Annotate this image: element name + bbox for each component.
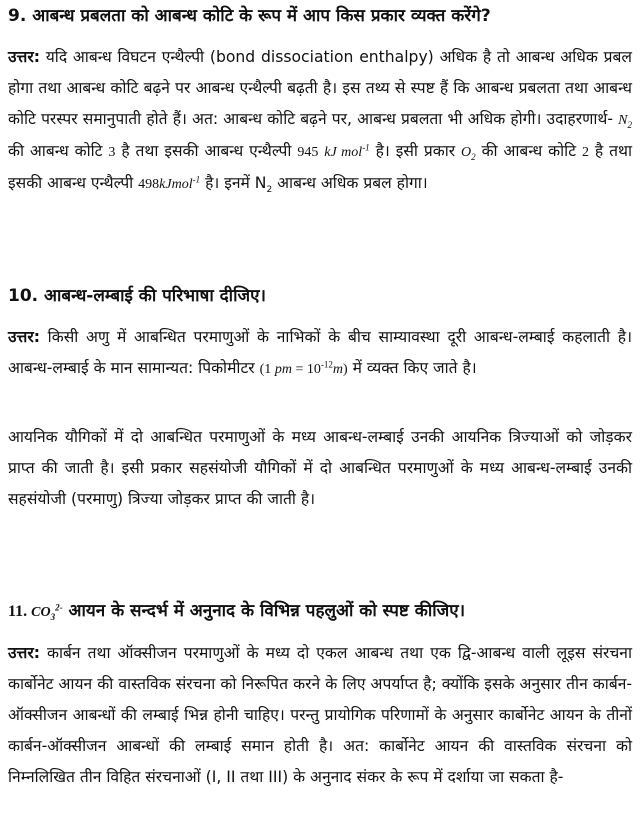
question-11-heading — [8, 598, 632, 626]
o2-symbol: O — [461, 145, 472, 160]
answer-10-label: उत्तर: — [8, 328, 40, 346]
answer-9-text-7: है। इनमें N — [200, 174, 267, 192]
answer-9-text-4: है। इसी प्रकार — [369, 142, 462, 160]
carbonate-symbol: CO — [31, 605, 51, 620]
o2-bond-order: 2 — [581, 145, 589, 160]
pm-formula-part-2: = 10 — [291, 362, 321, 377]
o2-enthalpy-unit — [159, 174, 201, 192]
o2-subscript: 2 — [471, 151, 476, 162]
pm-formula-part-1: (1 — [259, 362, 275, 377]
o2-enthalpy-exponent: -1 — [192, 174, 201, 185]
carbonate-charge: 2- — [55, 602, 63, 613]
question-10 — [8, 283, 632, 309]
answer-11-paragraph — [8, 638, 632, 793]
question-9-heading: 9. आबन्ध प्रबलता को आबन्ध कोटि के रूप में आप किस प्रकार व्यक्त करेंगे? — [8, 6, 491, 26]
answer-10-para-2 — [8, 422, 632, 515]
answer-11 — [8, 638, 632, 793]
question-11-heading-text: आयन के सन्दर्भ में अनुनाद के विभिन्न पहलुओं को स्पष्ट कीजिए। — [62, 601, 466, 621]
o2-enthalpy-value: 498 — [138, 177, 160, 192]
answer-10-paragraph-2: आयनिक यौगिकों में दो आबन्धित परमाणुओं के मध्य आबन्ध-लम्बाई उनकी आयनिक त्रिज्याओं को जोड़कर प्राप्त की जाती है। इसी प्रकार सहसंयोजी यौगिकों में दो आबन्धित परमाणुओं के मध्य आबन्ध-लम्बाई उनकी सहसंयोजी (परमाणु) त्रिज्या जोड़कर प्राप्त की जाती है। — [8, 428, 632, 508]
answer-9-label: उत्तर: — [8, 48, 40, 66]
answer-10-text-1: किसी अणु में आबन्धित परमाणुओं के नाभिकों के बीच साम्यावस्था दूरी आबन्ध-लम्बाई कहलाती है। आबन्ध-लम्बाई के मान सामान्यत: पिकोमीटर — [8, 328, 632, 377]
n2-bond-order: 3 — [108, 145, 116, 160]
pm-formula-part-3: ) — [342, 362, 348, 377]
carbonate-subscript: 3 — [50, 611, 56, 622]
n2-subscript: 2 — [627, 119, 632, 130]
question-11 — [8, 598, 632, 626]
question-9 — [8, 3, 632, 29]
answer-10 — [8, 322, 632, 385]
question-11-number: 11. — [8, 603, 32, 620]
pm-unit: pm — [274, 362, 292, 377]
answer-9-text-2: की आबन्ध कोटि — [8, 142, 109, 160]
carbonate-ion-formula — [31, 602, 63, 622]
pm-exponent: -12 — [320, 359, 333, 370]
answer-9-text-1: यदि आबन्ध विघटन एन्थैल्पी (bond dissociation enthalpy) अधिक है तो आबन्ध अधिक प्रबल होगा तथा आबन्ध कोटि बढ़ने पर आबन्ध एन्थैल्पी बढ़ती है। इस तथ्य से स्पष्ट हैं कि आबन्ध प्रबलता तथा आबन्ध कोटि परस्पर समानुपाती होते हैं। अत: आबन्ध कोटि बढ़ने पर, आबन्ध प्रबलता भी अधिक होगी। उदाहरणार्थ- — [8, 48, 632, 128]
n2-symbol: N — [618, 113, 628, 128]
question-10-heading: 10. आबन्ध-लम्बाई की परिभाषा दीजिए। — [8, 286, 266, 306]
n2-enthalpy-unit-text: kJ mol — [324, 145, 363, 160]
n2-subscript-final: 2 — [266, 185, 273, 196]
n2-formula — [618, 113, 632, 128]
n2-enthalpy-unit — [324, 142, 370, 160]
n2-enthalpy-exponent: -1 — [362, 142, 370, 153]
answer-9-paragraph — [8, 42, 632, 200]
answer-11-label: उत्तर: — [8, 644, 40, 662]
answer-9-text-5: की आबन्ध कोटि — [475, 142, 582, 160]
answer-11-text-1: कार्बन तथा ऑक्सीजन परमाणुओं के मध्य दो एकल आबन्ध तथा एक द्वि-आबन्ध वाली लूइस संरचना कार्बोनेट आयन की वास्तविक संरचना को निरूपित करने के लिए अपर्याप्त है; क्योंकि इसके अनुसार तीन कार्बन-ऑक्सीजन आबन्धों की लम्बाई भिन्न होनी चाहिए। परन्तु प्रायोगिक परिणामों के अनुसार कार्बोनेट आयन के तीनों कार्बन-ऑक्सीजन आबन्धों की लम्बाई समान होती है। अत: कार्बोनेट आयन की वास्तविक संरचना को निम्नलिखित तीन विहित संरचनाओं (I, II तथा III) के अनुनाद संकर के रूप में दर्शाया जा सकता है- — [8, 644, 633, 786]
answer-10-paragraph — [8, 322, 632, 385]
answer-9-text-8: आबन्ध अधिक प्रबल होगा। — [272, 174, 428, 192]
answer-10-text-2: में व्यक्त किए जाते है। — [347, 359, 477, 377]
answer-9-text-6: है तथा इसकी आबन्ध एन्थैल्पी — [8, 142, 632, 192]
picometer-formula — [259, 359, 348, 377]
answer-9 — [8, 42, 632, 200]
answer-9-text-3: है तथा इसकी आबन्ध एन्थैल्पी — [115, 142, 298, 160]
o2-enthalpy-unit-text: kJmol — [159, 177, 193, 192]
pm-unit-m: m — [332, 362, 343, 377]
n2-enthalpy-value: 945 — [297, 145, 319, 160]
o2-formula — [461, 145, 476, 160]
